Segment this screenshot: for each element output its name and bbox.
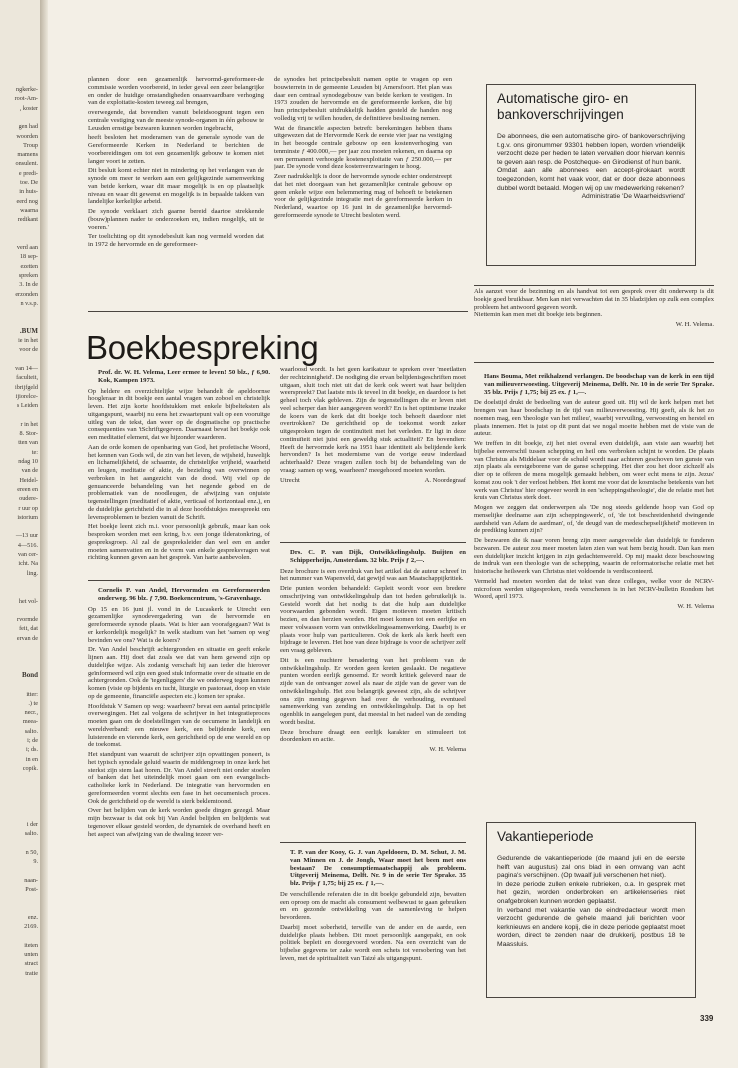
- spine-fragment: ie in het: [18, 337, 38, 345]
- spine-fragment: istorium: [17, 513, 38, 521]
- review-conclusion-text: Als aanzet voor de bezinning en als handvat tot een gesprek over dit onderwerp is dit boekje goed bruikbaar. Men kan niet verwachten dat in 35 bladzijden op zulk een complex probleem het antwoord gegeven wordt. Niettemin kan men met dit boekje iets beginnen.: [474, 288, 714, 319]
- spine-fragment: , koster: [19, 104, 38, 112]
- vacation-notice-title: Vakantieperiode: [497, 829, 594, 844]
- spine-fragment: itter:: [26, 690, 38, 698]
- spine-fragment: —13 uur: [15, 532, 38, 540]
- spine-fragment: ngkerke-: [16, 86, 38, 93]
- paragraph: De synode verklaart zich gaarne bereid daartoe strekkende (bouw)plannen nader te onderzoeken en, indien mogelijk, uit te voeren.': [88, 208, 264, 231]
- paragraph: Wat de financiële aspecten betreft: berekeningen hebben thans uitgewezen dat de Hervormde Kerk de eerste vier jaar na vestiging in het beoogde centrale gebouw op een kostenverhoging van tenminste ƒ 400.000,— per jaar zou moeten rekenen, en daarna op een permanent verhoogde kostenexploitatie van ƒ 250.000,— per jaar. De synode vond deze kostenverzwaringen te hoog.: [274, 124, 452, 171]
- spine-fragment: tten van: [18, 439, 38, 447]
- spine-fragment: ezetten: [20, 262, 38, 270]
- paragraph: Aan de orde komen de openbaring van God, het profetische Woord, het kennen van Gods wil, de zin van het leven, de wijsheid, huwelijk en lichamelijkheid, de schaamte, de christelijke vrijheid, waarheid en leugen, meditatie of aktie, de bezieling van overwinnen op verbroken in het aangezicht van de dood. Wij viel op de genuanceerde behandeling van het negende gebod en de problematiek van de noodleugen, de afwijzing van onjuiste tegenstellingen (meditatief of aktie, verticaal of horizontaal enz.), en de duidelijke gerichtheid die in al deze hoofdstukjes meespreekt om levensproblemen te bezien vanuit de Schrift.: [88, 443, 270, 521]
- review-bouma-signature: W. H. Velema: [677, 603, 714, 611]
- review-conclusion-signature: W. H. Velema.: [675, 321, 714, 328]
- spine-fragment: 9.: [33, 857, 38, 865]
- spine-fragment: ervan de: [16, 634, 38, 642]
- review-van-dijk-signature: W. H. Velema: [429, 746, 466, 754]
- spine-fragment: e predi-: [18, 169, 38, 177]
- review-consumptie: [280, 846, 466, 1028]
- spine-fragment: te:: [31, 448, 38, 456]
- paragraph: De verschillende referaten die in dit boekje gebundeld zijn, bevatten een oproep om de macht als consument welbewust te gaan gebruiken en en gezonde ontwikkeling van de samenleving te helpen bevorderen.: [280, 890, 466, 922]
- spine-fragment: r uur op: [18, 504, 38, 512]
- paragraph: Dr. Van Andel beschrijft achtergronden en situatie en geeft enkele lijnen aan. Hij doet dat zoals we dat van hem gewend zijn op duidelijke wijze. Als zodanig verschaft hij aan ieder die hierover geïnformeerd wil zijn een goed stuk informatie over de situatie en de achtergronden. Ook de 'tegenliggers' die we onderweg tegen kunnen komen (visie op bijdenis en tucht, liturgie en pastoraat, doop en visie op de gemeente, financiële aspecten etc.) komen ter sprake.: [88, 646, 270, 700]
- paragraph: Over het belijden van de kerk worden goede dingen gezegd. Maar mijn bezwaar is dat ook bij Van Andel belijden en belijdenis wat tegenover elkaar gesteld worden, de dynamiek de overhand heeft en het aspect van afwijzing van de dwaling tezeer ver-: [88, 807, 270, 838]
- spine-fragment: i; de: [27, 737, 38, 744]
- article-continuation-col1: [88, 76, 264, 276]
- vacation-notice-box: [486, 822, 696, 998]
- review-divider-right: [474, 362, 714, 363]
- spine-fragment: n v.s.p.: [20, 299, 38, 307]
- paragraph: Dit besluit komt echter niet in mindering op het verlangen van de synode om meer te werken aan een gelijkgezinde samenwerking van beide kerken, waar dit maar mogelijk is en op plaatselijk niveau en waar dit gewenst en mogelijk is in bepaalde takken van landelijke kerkelijke arbeid.: [88, 167, 264, 206]
- binding-gutter: [40, 0, 48, 1068]
- vacation-notice-body: [497, 855, 685, 950]
- paragraph: Op 15 en 16 juni jl. vond in de Lucaskerk te Utrecht een gezamenlijke synodevergadering van de hervormde en gereformeerde synode plaats. Wat is hier aan voorafgegaan? Wat is er kerkordelijk mogelijk? In welk stadium van het 'samen op weg' bevinden we ons? Wat is de koers?: [88, 605, 270, 644]
- paragraph: Op heldere en overzichtelijke wijze behandelt de apeldoornse hoogleraar in dit boekje een aantal vragen van zoboel en christelijk leven. Het zijn korte hoofdstukken met enkele bijbelteksten als uitgangspunt, waarbij nu eens het zwaartepunt valt op een vooruitge uitleg van de tekst, dan weer op de dogmatische op practische consequenties van 'tSchriftgegeven. Daarnaast bevat het boekje ook een meditatief element, dat we hijzonder waarderen.: [88, 387, 270, 442]
- spine-fragment: voor de: [19, 346, 38, 354]
- spine-fragment: enz.: [27, 913, 38, 921]
- paragraph: Ter toelichting op dit synodebesluit kan nog vermeld worden dat in 1972 de hervormde en de gereformeer-: [88, 233, 264, 248]
- paragraph: De bezwaren die ik naar voren breng zijn meer aangevoelde dan duidelijk te funderen bezwaren. De auteur zou meer moeten laten zien van wat hem bezig houdt. Dan kan men een duidelijker inzicht krijgen in zijn gedachtenwereld. Op mij maakt deze beschouwing de indruk van een theologie van de schepping, waarin de reformatorische relatie met het historische heilswerk van Christus niet voldoende is verdisconteerd.: [474, 537, 714, 576]
- paragraph: heeft besloten het moderamen van de generale synode van de Gereformeerde Kerken in Nederland te berichten de voorbereidingen om tot een gezamenlijk gebouw te komen niet langer voort te zetten.: [88, 134, 264, 165]
- spine-fragment: gen had: [18, 123, 38, 131]
- paragraph: Hoofdstuk V Samen op weg: waarheen? bevat een aantal principiële overwegingen. Het zal volgens de schrijver in het integratieproces moeten gaan om de doelstellingen van de oecumene in landelijk en wereldverband: een nieuwe kerk, een belijdende kerk, een luisterende en vierende kerk, een gerichtheid op de ene wereld en op de toekomst.: [88, 702, 270, 749]
- paragraph: Daarbij moet soberheid, terwille van de ander en de aarde, een duidelijke plaats hebben. Dit moet persoonlijk aangepakt, en ook politiek bepleit en doorgevoerd worden. Na een overzicht van de bijbelse gegevens ter zake wordt een schets tot versobering van het leven, met de spiritualiteit van Taizé als uitgangspunt.: [280, 923, 466, 962]
- previous-page-edge: [0, 0, 41, 1068]
- spine-fragment: 8. Stor-: [19, 430, 38, 438]
- spine-fragment: tratie: [25, 969, 38, 977]
- spine-fragment: van cer-: [18, 551, 38, 558]
- paragraph: de synodes het principebesluit namen optie te vragen op een bouwterrein in de gemeente Leusden bij Amersfoort. Het plan was daar een centraal synodegebouw van beide kerken te vestigen. In 1973 zouden de hervormde en de gereformeerde kerken, die bij hun principebesluit uitdrukkelijk hadden gesteld de handen nog volledig vrij te willen houden, de definitieve beslissing nemen.: [274, 76, 452, 122]
- spine-fragment: n 50,: [25, 848, 38, 856]
- continuation-text: waarloosd wordt. Is het geen karikatuur te spreken over 'meetlatten der rechtzinnigheid'. De nodiging die ervan belijdenisgeschriften moet uitgaan, sluit toch niet uit dat de kerk ook weert wat haar belijden weerspreekt? Dat laatste mis ik teveel in dit boekje, en daardoor is het geheel toch vlak gebleven. Zijn de tegenstellingen die er leven niet veel scherper dan hier aangegeven wordt? En is het optimisme inzake de koers van de kerk dat dit boekje toch behoeft daardoor niet overtrokken? De gerichtheid op de toekomst wordt zeker uitgesproken tegen de continuïteit met het verleden. Er ligt in deze continuïteit niet juist een geweldig stuk actualiteit? En bovendien: Heeft de hervormde kerk na 1951 haar identiteit als belijdende kerk hervonden? Is het modernisme van de vorige eeuw inderdaad achterhaald? Deze vragen zullen toch bij de behandeling van de vraag: samen op weg, waarheen? meegehoord moeten worden.: [280, 366, 466, 474]
- spine-fragment: .BUM: [19, 327, 38, 335]
- spine-fragment: ereen en: [17, 485, 38, 493]
- spine-fragment: 3. In de: [19, 281, 38, 289]
- spine-fragment: het vol-: [18, 597, 38, 605]
- review-signature-row: [280, 477, 466, 485]
- review-divider-mid2: [280, 842, 466, 843]
- review-van-andel: [88, 584, 270, 1024]
- article-continuation-col2: [274, 76, 452, 276]
- spine-fragment: unten: [24, 950, 38, 958]
- review-velema-heading: Prof. dr. W. H. Velema, Leer ermee te leven! 50 blz., ƒ 6,90. Kok, Kampen 1973.: [98, 369, 270, 384]
- spine-fragment: in en: [25, 755, 38, 763]
- review-van-dijk: [280, 546, 466, 836]
- spine-fragment: root-Am-: [14, 95, 38, 103]
- spine-fragment: Troup: [23, 141, 38, 149]
- spine-fragment: Post-: [25, 885, 38, 893]
- section-divider-right: [474, 285, 714, 286]
- spine-fragment: verd aan: [16, 244, 38, 252]
- paragraph: Het boekje leent zich m.i. voor persoonlijk gebruik, maar kan ook besproken worden met een kring, b.v. een jonge ilderatonkring, of gespreksgroep. Al zal de gespreksleider dan wel een en ander moeten samenvatten en in de vorm van enkele gespreksvragen wat richting kunnen geven aan het gesprek. Van harte aanbevolen.: [88, 523, 270, 562]
- spine-fragment: s Leiden: [16, 402, 38, 410]
- review-bouma: [474, 370, 714, 770]
- giro-notice-body: [497, 133, 685, 193]
- paragraph: Drie punten worden behandeld: Gepleit wordt voor een bredere omschrijving van ontwikkelingshulp dan tot heden gebruikelijk is. Gesteld wordt dat het nodig is dat die hulp aan duidelijke voorwaarden gebonden wordt. Eigen motieven moeten kritisch bezien, en dan herzien worden. Het moet komen tot een eerlijke en meer volwassen vorm van ontwikkelingssamenwerking. Daarbij is er plaats voor hulp van particulieren. Ook de kerk als kerk heeft een bijdrage te leveren. Het hoe van deze bijdrage is voor de schrijver zelf een vraag gebleven.: [280, 585, 466, 655]
- spine-fragment: onsulent.: [15, 160, 38, 168]
- paragraph: Gedurende de vakantieperiode (de maand juli en de eerste helft van augustus) zal ons blad in een omvang van acht pagina's verschijnen. (Op twaalf juli verschenen het niet).: [497, 855, 685, 880]
- paragraph: Zeer nadrukkelijk is door de hervormde synode echter onderstreept dat het niet doorgaan van het gezamenlijke centrale gebouw op geen enkele wijze een belemmering mag of behoeft te betekenen voor de gelijkgezinde integratie met de gereformeerde kerken in Nederland, waartoe op 16 juni in de gezamenlijke hervormd-gereformeerde synode te Utrecht besloten werd.: [274, 173, 452, 219]
- paragraph: Vermeld had moeten worden dat de tekst van deze colleges, welke voor de NCRV-microfoon werden uitgesproken, reeds verschenen is in het NCRV-bulletin Rondom het Woord, april 1973.: [474, 577, 714, 601]
- paragraph: De abonnees, die een automatische giro- of bankoverschrijving t.g.v. ons gironummer 93301 hebben lopen, worden vriendelijk verzocht deze per heden te laten vervallen door hiervan kennis te geven aan resp. de Postcheque- en Girodienst of hun bank.: [497, 133, 685, 166]
- spine-fragment: naan-: [24, 876, 38, 884]
- spine-fragment: 2169.: [24, 923, 38, 930]
- spine-fragment: waarna: [20, 206, 38, 214]
- spine-fragment: ndag 10: [18, 458, 38, 465]
- spine-fragment: spreken: [18, 272, 38, 279]
- spine-fragment: 4—516.: [17, 541, 38, 549]
- spine-fragment: woorden: [16, 132, 38, 140]
- paragraph: plannen door een gezamenlijk hervormd-gereformeer-de commissie worden voorbereid, in ieder geval een zeer belangrijke en onder de huidige omstandigheden onaanvaardbare verhoging van de exploitatie-kosten teweeg zal brengen,: [88, 76, 264, 107]
- spine-fragment: salto.: [24, 727, 38, 735]
- spine-fragment: rvormde: [17, 616, 38, 624]
- paragraph: Dit is een nuchtere benadering van het probleem van de ontwikkelingshulp. Er worden geen kreten geslaakt. De negatieve punten worden eerlijk genoemd. Er wordt kritiek geleverd naar de zijde van de ontvanger zowel als naar de zijde van de gever van de ontwikkelingshulp. Het zou belangrijk geweest zijn, als de schrijver ons zijn mening gegeven had over de verhouding, eventueel samenwerking van zending en ontwikkelingshulp. Dat is op het ogenblik in aangelegen punt, dat meestal in het nadeel van de zending wordt beslist.: [280, 656, 466, 726]
- paragraph: We treffen in dit boekje, zij het niet overal even duidelijk, aan visie aan waarbij het bijbelse eenverschil tussen schepping en heil ons verbroken schijnt te worden. De plaats van Christus als Middelaar voor de schuld wordt naar achteren geschoven ten gunste van zijn plaats als eerstgeborene van de ganse schepping. Het dier zou het door zichzelf als dier op te offeren de mens mogelijk gemaakt hebben, om weer echt mens te zijn. Jezus' komst zou ook 't der verlost hebben. Het komt me voor dat de kosmische betekenis van het werk van Christus' hier ongeveer wordt in een 'scheppingstheologie', die de relatie met het kruis van Christus sterk doet.: [474, 440, 714, 502]
- spine-fragment: erzonden: [15, 290, 38, 298]
- review-conclusion: [474, 288, 714, 358]
- spine-fragment: copik.: [22, 764, 38, 772]
- signature-place: Utrecht: [280, 476, 300, 484]
- spine-fragment: toe. De: [20, 179, 38, 186]
- review-van-andel-heading: Cornelis P. van Andel, Hervormden en Gereformeerden onderweg. 96 blz. ƒ 7,90. Boekencentrum, 's-Gravenhage.: [98, 587, 270, 602]
- section-divider: [88, 311, 468, 312]
- review-bouma-heading: Hans Bouma, Met reikhalzend verlangen. De boodschap van de kerk in een tijd van milieuverwoesting. Uitgeverij Meinema, Delft. Nr. 10 in de serie Ter Sprake. 35 blz. Prijs ƒ 1,75; bij 25 ex. ƒ 1,—.: [484, 373, 714, 396]
- spine-fragment: salto.: [24, 830, 38, 837]
- paragraph: In verband met vakantie van de eindredacteur wordt men verzocht gedurende de gehele maand juli berichten voor kerknieuws en andere kopij, die in deze periode geplaatst moet worden, direct te zenden naar de drukkerij, postbus 18 te Maassluis.: [497, 906, 685, 948]
- spine-fragment: necr.,: [24, 709, 38, 717]
- spine-fragment: Heidel-: [19, 476, 38, 484]
- review-van-andel-continuation: [280, 366, 466, 538]
- paragraph: overwegende, dat bovendien vanuit beleidsoogpunt tegen een centrale vestiging van de meeste synode-organen in één gebouw te Leusden ernstige bezwaren kunnen worden ingebracht,: [88, 109, 264, 132]
- paragraph: Deze brochure draagt een eerlijk karakter en stimuleert tot doordenken en actie.: [280, 728, 466, 744]
- spine-fragment: iteten: [24, 941, 38, 949]
- paragraph: Omdat aan alle abonnees een accept-girokaart wordt toegezonden, komt het vaak voor, dat er door deze abonnees dubbel wordt betaald. Mogen wij op uw medewerking rekenen?: [497, 167, 685, 192]
- review-divider-mid: [280, 542, 466, 543]
- spine-fragment: ling.: [26, 569, 38, 577]
- spine-fragment: van de: [21, 467, 38, 475]
- section-title: Boekbespreking: [86, 329, 319, 366]
- spine-fragment: oudere-: [19, 495, 38, 503]
- spine-fragment: meea-: [22, 718, 38, 726]
- spine-fragment: mamens: [17, 151, 38, 159]
- paragraph: De doelstijd drukt de bedoeling van de auteur goed uit. Hij wil de kerk helpen met het brengen van haar boodschap in de tijd van milieuverwoesting. Hij geeft, als ik het zo noemen mag, een 'theologie van het milieu', waarbij vervuiling, verwoesting en herstel en plaats innemen. Het is juist op dit punt dat we nogal moeite hebben met de visie van de auteur.: [474, 399, 714, 438]
- giro-notice-signature: Administratie 'De Waarheidsvriend': [581, 193, 685, 201]
- paragraph: Mogen we zeggen dat onderwerpen als 'De nog steeds geldende hoop van God op menselijke deelname aan zijn scheppingswerk', of, 'de tot beschreidenheid dwingende aardsheid van Adam de aardman', of, 'de deugd van de medeschepselijkheid' motieven in de prediking kunnen zijn?: [474, 504, 714, 535]
- giro-notice-title: Automatische giro- en bankoverschrijvingen: [497, 91, 629, 122]
- spine-fragment: faculteit,: [16, 374, 38, 382]
- review-velema: [88, 366, 270, 578]
- spine-fragment: i der: [26, 820, 38, 828]
- spine-fragment: 18 sep-: [19, 253, 38, 261]
- paragraph: In deze periode zullen enkele rubrieken, o.a. In gesprek met het gezin, worden onderbroken en artikelenseries niet onafgebroken kunnen worden geplaatst.: [497, 880, 685, 905]
- review-consumptie-heading: T. P. van der Kooy, G. J. van Apeldoorn, D. M. Schut, J. M. van Minnen en J. de Jongh, Waar moet het been met ons bestaan? De consumptiemaatschappij als probleem. Uitgeverij Meinema, Delft. Nr. 9 in de serie Ter Sprake. 35 blz. Prijs ƒ 1,75; bij 25 ex. ƒ 1,—.: [290, 849, 466, 888]
- spine-fragment: .) te: [28, 699, 38, 707]
- spine-fragment: van 14—: [15, 365, 38, 372]
- page-number: 339: [700, 1014, 714, 1023]
- paragraph: Het standpunt van waaruit de schrijver zijn opvattingen poneert, is het typisch synodale geluid waarin de middengroep in onze kerk het sterkst zijn stem laat horen. Dr. Van Andel streeft niet onder stoelen of banken dat het uiteindelijk moet gaan om een evangelisch-catholieke kerk in Nederland. De integratie van hervormden en gereformeerden vormt slechts een fase in het oecumenisch proces. Ook de gerichtheid op de wereld is sterk beklemtoond.: [88, 751, 270, 805]
- spine-fragment: i; ds.: [25, 746, 38, 754]
- review-divider: [88, 580, 270, 581]
- giro-notice-box: [486, 84, 696, 266]
- review-van-dijk-heading: Drs. C. P. van Dijk, Ontwikkelingshulp. Buijten en Schipperheijn, Amsterdam. 32 blz. Prijs ƒ 2,—.: [290, 549, 466, 564]
- spine-fragment: ibrijfgeld: [14, 383, 38, 391]
- spine-fragment: eerd nog: [16, 197, 38, 205]
- paragraph: Deze brochure is een overdruk van het artikel dat de auteur schreef in het nummer van Wapenveld, dat gewijd was aan Maatschappijkritiek.: [280, 567, 466, 583]
- spine-fragment: r in het: [20, 420, 38, 428]
- spine-fragment: in huis-: [19, 188, 38, 196]
- spine-fragment: ijiorelce-: [15, 392, 38, 400]
- spine-fragment: Bond: [22, 671, 38, 679]
- spine-fragment: icht. Na: [18, 560, 38, 568]
- spine-fragment: feit, dat: [19, 625, 38, 633]
- spine-fragment: redikant: [17, 216, 38, 224]
- signature-author: A. Noordegraaf: [424, 476, 466, 484]
- spine-fragment: stract: [24, 960, 38, 968]
